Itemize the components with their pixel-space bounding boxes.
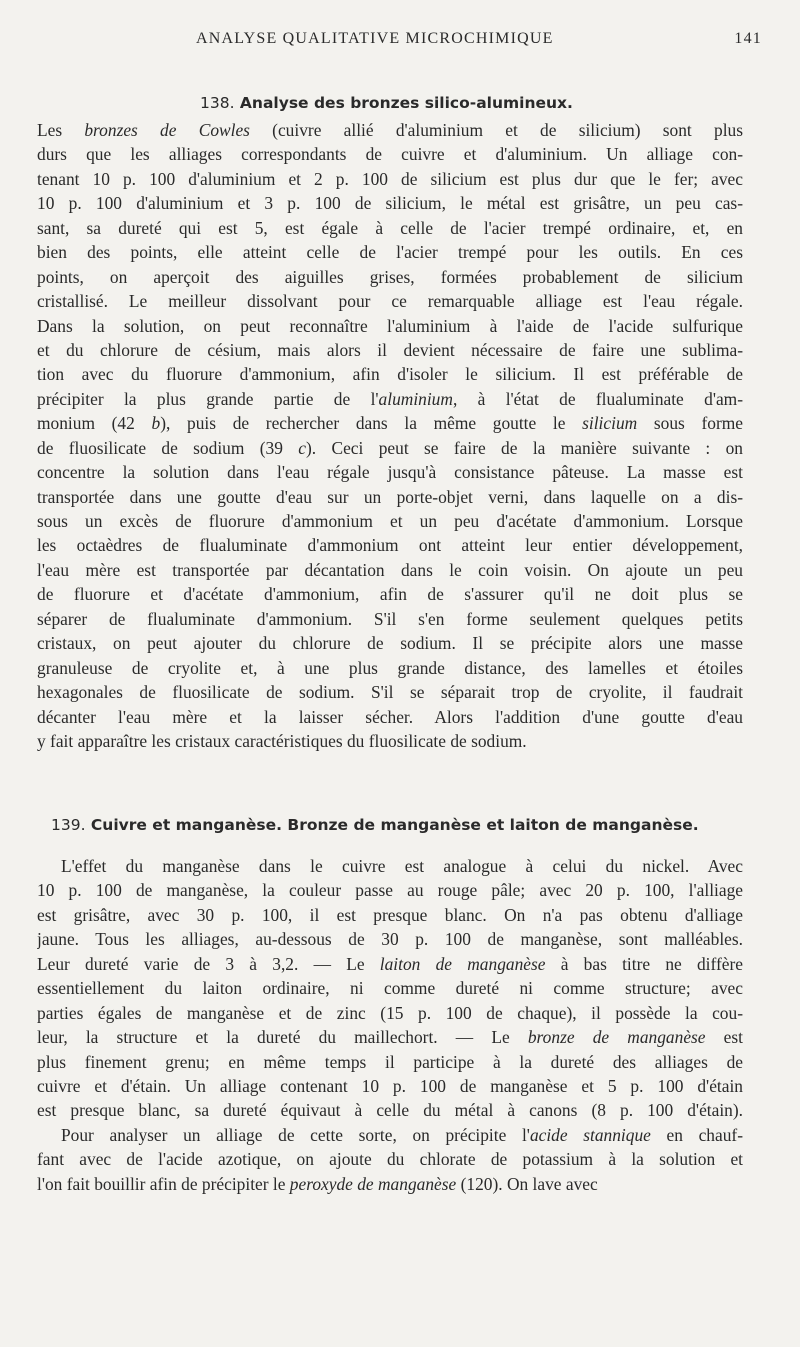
text-line: Les bronzes de Cowles (cuivre allié d'aluminium et de silicium) sont plus bbox=[37, 120, 743, 140]
text-line: fant avec de l'acide azotique, on ajoute du chlorate de potassium à la solution et bbox=[37, 1149, 743, 1170]
text-line: est presque blanc, sa dureté équivaut à celle du métal à canons (8 p. 100 d'étain). bbox=[37, 1100, 743, 1121]
text-line: et du chlorure de césium, mais alors il devient nécessaire de faire une sublima- bbox=[37, 339, 743, 360]
text-line: points, on aperçoit des aiguilles grises, formées probablement de silicium bbox=[37, 266, 743, 287]
text-line: transportée dans une goutte d'eau sur un porte-objet verni, dans laquelle on a dis- bbox=[37, 486, 743, 507]
section-number: 139. bbox=[51, 816, 86, 834]
text-line: de fluorure et d'acétate d'ammonium, afin de s'assurer qu'il ne doit plus se bbox=[37, 584, 743, 605]
text-line: sous un excès de fluorure d'ammonium et un peu d'acétate d'ammonium. Lorsque bbox=[37, 511, 743, 531]
text-line: hexagonales de fluosilicate de sodium. S'il se séparait trop de cryolite, il faudrait bbox=[37, 682, 743, 703]
text-line: plus finement grenu; en même temps il participe à la dureté des alliages de bbox=[37, 1051, 743, 1072]
page-number: 141 bbox=[734, 30, 762, 47]
text-line: les octaèdres de flualuminate d'ammonium ont atteint leur entier développement, bbox=[37, 535, 743, 556]
section-138 bbox=[37, 94, 743, 753]
text-line: cuivre et d'étain. Un alliage contenant 10 p. 100 de manganèse et 5 p. 100 d'étain bbox=[37, 1075, 743, 1096]
text-line: séparer de flualuminate d'ammonium. S'il s'en forme seulement quelques petits bbox=[37, 608, 743, 629]
text-line: sant, sa dureté qui est 5, est égale à celle de l'acier trempé ordinaire, et, en bbox=[37, 217, 743, 238]
text-line: parties égales de manganèse et de zinc (15 p. 100 de chaque), il possède la cou- bbox=[37, 1002, 743, 1023]
text-line: l'on fait bouillir afin de précipiter le peroxyde de manganèse (120). On lave avec bbox=[37, 1173, 598, 1194]
text-line: jaune. Tous les alliages, au-dessous de 30 p. 100 de manganèse, sont malléables. bbox=[37, 929, 743, 950]
section-139 bbox=[37, 816, 743, 1196]
text-line: Dans la solution, on peut reconnaître l'aluminium à l'aide de l'acide sulfurique bbox=[37, 315, 743, 336]
body-text bbox=[37, 854, 743, 1196]
text-line: L'effet du manganèse dans le cuivre est analogue à celui du nickel. Avec bbox=[61, 856, 743, 876]
text-line: tenant 10 p. 100 d'aluminium et 2 p. 100 de silicium est plus dur que le fer; avec bbox=[37, 168, 743, 189]
text-line: 10 p. 100 d'aluminium et 3 p. 100 de silicium, le métal est grisâtre, un peu cas- bbox=[37, 193, 743, 214]
section-number: 138. bbox=[200, 94, 235, 112]
text-line: l'eau mère est transportée par décantation dans le coin voisin. On ajoute un peu bbox=[37, 559, 743, 580]
text-line: leur, la structure et la dureté du maillechort. — Le bronze de manganèse est bbox=[37, 1027, 743, 1048]
text-line: Pour analyser un alliage de cette sorte, on précipite l'acide stannique en chauf- bbox=[61, 1124, 743, 1145]
text-line: granuleuse de cryolite et, à une plus grande distance, des lamelles et étoiles bbox=[37, 657, 743, 678]
text-line: cristallisé. Le meilleur dissolvant pour ce remarquable alliage est l'eau régale. bbox=[37, 291, 743, 312]
text-line: 10 p. 100 de manganèse, la couleur passe au rouge pâle; avec 20 p. 100, l'alliage bbox=[37, 880, 743, 901]
text-line: tion avec du fluorure d'ammonium, afin d'isoler le silicium. Il est préférable de bbox=[37, 364, 743, 385]
text-line: cristaux, on peut ajouter du chlorure de sodium. Il se précipite alors une masse bbox=[37, 633, 743, 654]
section-title bbox=[37, 816, 743, 834]
page-header bbox=[36, 30, 764, 54]
running-head: ANALYSE QUALITATIVE MICROCHIMIQUE bbox=[196, 30, 554, 47]
text-line: y fait apparaître les cristaux caractéristiques du fluosilicate de sodium. bbox=[37, 730, 527, 751]
text-line: bien des points, elle atteint celle de l'acier trempé pour les outils. En ces bbox=[37, 242, 743, 263]
section-heading: Analyse des bronzes silico-alumineux. bbox=[239, 94, 573, 112]
text-line: est grisâtre, avec 30 p. 100, il est presque blanc. On n'a pas obtenu d'alliage bbox=[37, 904, 743, 925]
text-line: monium (42 b), puis de rechercher dans la même goutte le silicium sous forme bbox=[37, 413, 743, 434]
text-line: essentiellement du laiton ordinaire, ni comme dureté ni comme structure; avec bbox=[37, 978, 743, 999]
text-line: concentre la solution dans l'eau régale jusqu'à consistance pâteuse. La masse est bbox=[37, 462, 743, 483]
text-line: durs que les alliages correspondants de cuivre et d'aluminium. Un alliage con- bbox=[37, 144, 743, 165]
text-line: précipiter la plus grande partie de l'aluminium, à l'état de flualuminate d'am- bbox=[37, 388, 743, 409]
body-text bbox=[37, 118, 743, 753]
section-title bbox=[37, 94, 743, 112]
text-line: Leur dureté varie de 3 à 3,2. — Le laiton de manganèse à bas titre ne diffère bbox=[37, 953, 743, 974]
text-line: décanter l'eau mère et la laisser sécher. Alors l'addition d'une goutte d'eau bbox=[37, 706, 743, 727]
text-line: de fluosilicate de sodium (39 c). Ceci peut se faire de la manière suivante : on bbox=[37, 437, 743, 458]
section-heading: Cuivre et manganèse. Bronze de manganèse et laiton de manganèse. bbox=[90, 816, 699, 834]
